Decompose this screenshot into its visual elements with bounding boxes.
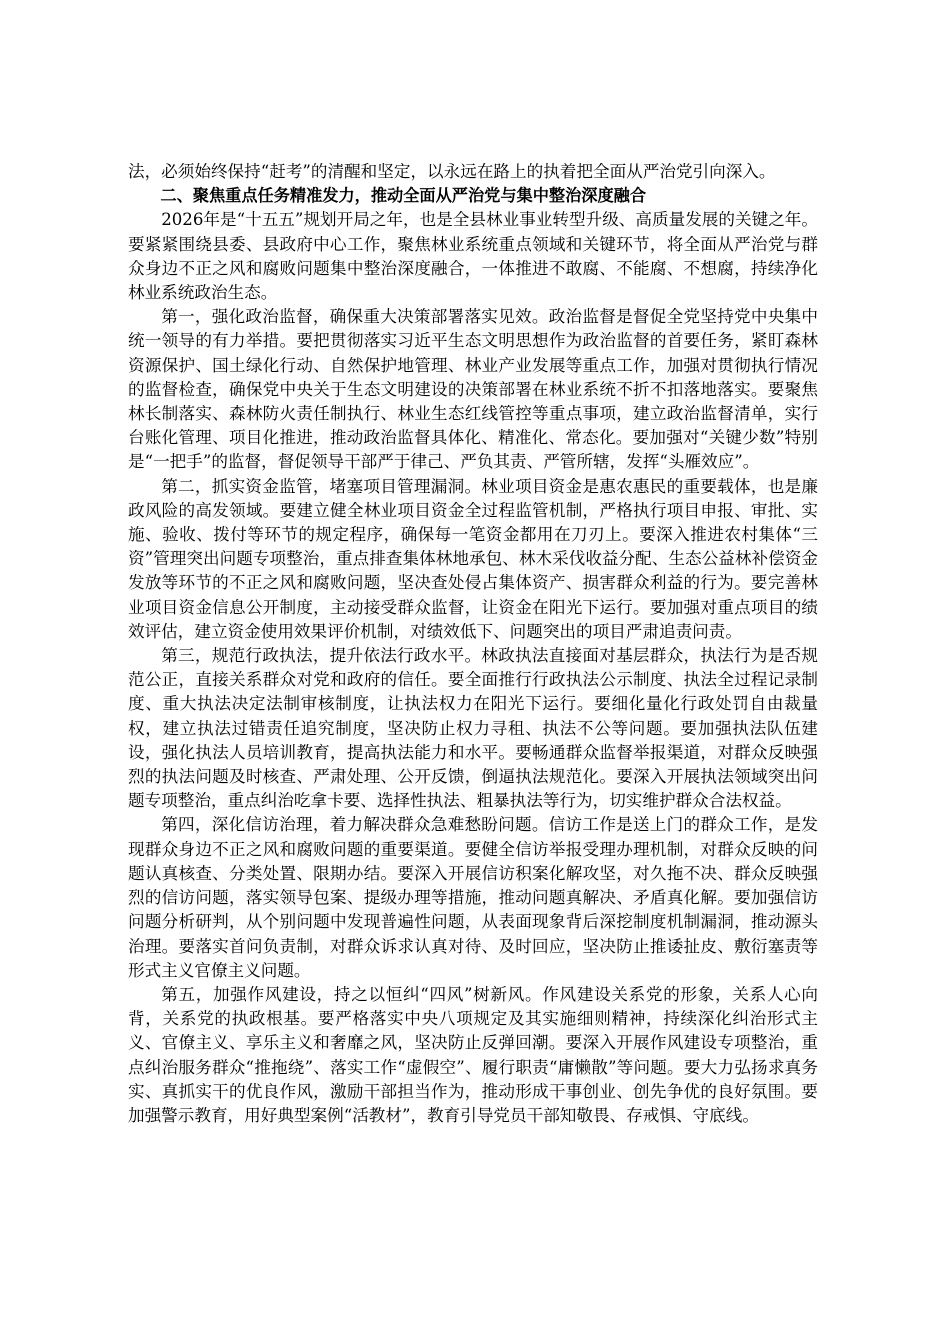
paragraph-political-supervision: 第一，强化政治监督，确保重大决策部署落实见效。政治监督是督促全党坚持党中央集中统一领导的有力举措。要把贯彻落实习近平生态文明思想作为政治监督的首要任务，紧盯森林资源保护、国土绿化行动、自然保护地管理、林业产业发展等重点工作，加强对贯彻执行情况的监督检查，确保党中央关于生态文明建设的决策部署在林业系统不折不扣落地落实。要聚焦林长制落实、森林防火责任制执行、林业生态红线管控等重点事项，建立政治监督清单，实行台账化管理、项目化推进，推动政治监督具体化、精准化、常态化。要加强对“关键少数”特别是“一把手”的监督，督促领导干部严于律己、严负其责、严管所辖，发挥“头雁效应”。	[128, 307, 818, 472]
intro-paragraph: 2026年是“十五五”规划开局之年，也是全县林业事业转型升级、高质量发展的关键之年。要紧紧围绕县委、县政府中心工作，聚焦林业系统重点领域和关键环节，将全面从严治党与群众身边不正之风和腐败问题集中整治深度融合，一体推进不敢腐、不能腐、不想腐，持续净化林业系统政治生态。	[128, 210, 818, 303]
paragraph-fund-supervision: 第二，抓实资金监管，堵塞项目管理漏洞。林业项目资金是惠农惠民的重要载体，也是廉政风险的高发领域。要建立健全林业项目资金全过程监管机制，严格执行项目申报、审批、实施、验收、拨付等环节的规定程序，确保每一笔资金都用在刀刃上。要深入推进农村集体“三资”管理突出问题专项整治，重点排查集体林地承包、林木采伐收益分配、生态公益林补偿资金发放等环节的不正之风和腐败问题，坚决查处侵占集体资产、损害群众利益的行为。要完善林业项目资金信息公开制度，主动接受群众监督，让资金在阳光下运行。要加强对重点项目的绩效评估，建立资金使用效果评价机制，对绩效低下、问题突出的项目严肃追责问责。	[128, 476, 818, 641]
document-page	[128, 160, 818, 1128]
paragraph-law-enforcement: 第三，规范行政执法，提升依法行政水平。林政执法直接面对基层群众，执法行为是否规范公正，直接关系群众对党和政府的信任。要全面推行行政执法公示制度、执法全过程记录制度、重大执法决定法制审核制度，让执法权力在阳光下运行。要细化量化行政处罚自由裁量权，建立执法过错责任追究制度，坚决防止权力寻租、执法不公等问题。要加强执法队伍建设，强化执法人员培训教育，提高执法能力和水平。要畅通群众监督举报渠道，对群众反映强烈的执法问题及时核查、严肃处理、公开反馈，倒逼执法规范化。要深入开展执法领域突出问题专项整治，重点纠治吃拿卡要、选择性执法、粗暴执法等行为，切实维护群众合法权益。	[128, 646, 818, 811]
paragraph-work-style: 第五，加强作风建设，持之以恒纠“四风”树新风。作风建设关系党的形象，关系人心向背，关系党的执政根基。要严格落实中央八项规定及其实施细则精神，持续深化纠治形式主义、官僚主义、享乐主义和奢靡之风，坚决防止反弹回潮。要深入开展作风建设专项整治，重点纠治服务群众“推拖绕”、落实工作“虚假空”、履行职责“庸懒散”等问题。要大力弘扬求真务实、真抓实干的优良作风，激励干部担当作为，推动形成干事创业、创先争优的良好氛围。要加强警示教育，用好典型案例“活教材”，教育引导党员干部知敬畏、存戒惧、守底线。	[128, 984, 818, 1125]
section-heading: 二、聚焦重点任务精准发力，推动全面从严治党与集中整治深度融合	[160, 186, 647, 206]
continuation-paragraph: 法，必须始终保持“赶考”的清醒和坚定，以永远在路上的执着把全面从严治党引向深入。	[128, 162, 776, 181]
paragraph-petition-governance: 第四，深化信访治理，着力解决群众急难愁盼问题。信访工作是送上门的群众工作，是发现群众身边不正之风和腐败问题的重要渠道。要健全信访举报受理办理机制，对群众反映的问题认真核查、分类处置、限期办结。要深入开展信访积案化解攻坚，对久拖不决、群众反映强烈的信访问题，落实领导包案、提级办理等措施，推动问题真解决、矛盾真化解。要加强信访问题分析研判，从个别问题中发现普遍性问题，从表面现象背后深挖制度机制漏洞，推动源头治理。要落实首问负责制，对群众诉求认真对待、及时回应，坚决防止推诿扯皮、敷衍塞责等形式主义官僚主义问题。	[128, 815, 818, 980]
